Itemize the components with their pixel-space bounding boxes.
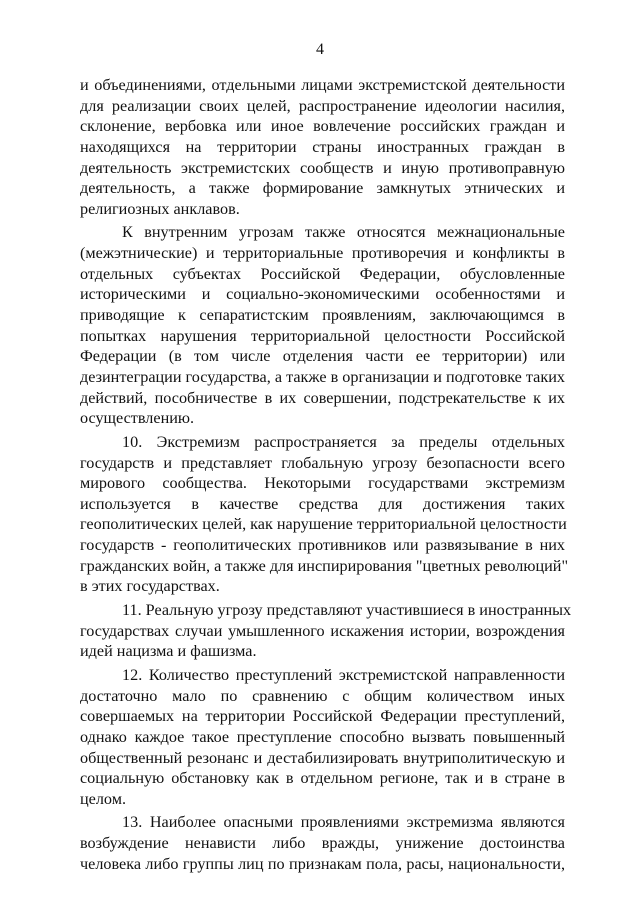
text-line: гражданских войн, а также для инспирирования "цветных революций" [80,556,569,575]
text-line: деятельность, а также формирование замкнутых этнических и [80,179,565,198]
text-line: находящихся на территории страны иностранных граждан в [80,137,565,156]
document-body [80,75,572,877]
text-line: общественный резонанс и дестабилизировать внутриполитическую и [80,748,565,767]
text-line: 10. Экстремизм распространяется за пределы отдельных [122,432,565,451]
text-line: используется в качестве средства для достижения таких [80,494,565,513]
text-line: деятельность экстремистских сообществ и иную противоправную [80,158,565,177]
text-line: целом. [80,789,127,808]
text-line: 12. Количество преступлений экстремистской направленности [122,665,565,684]
paragraph [80,665,565,809]
text-line: (межэтнические) и территориальные противоречия и конфликты в [80,244,565,263]
text-line: 13. Наиболее опасными проявлениями экстремизма являются [122,813,565,832]
paragraph [80,222,565,428]
text-line: возбуждение ненависти либо вражды, унижение достоинства [80,834,565,853]
text-line: достаточно мало по сравнению с общим количеством иных [80,686,565,705]
page-number: 4 [316,41,324,58]
text-line: приводящие к сепаратистским проявлениям, заключающимся в [80,306,565,325]
text-line: склонение, вербовка или иное вовлечение российских граждан и [80,117,565,136]
text-line: совершаемых на территории Российской Федерации преступлений, [80,707,565,726]
text-line: для реализации своих целей, распространение идеологии насилия, [80,96,565,115]
paragraph [80,600,572,662]
text-line: идей нацизма и фашизма. [80,642,257,661]
text-line: К внутренним угрозам также относятся межнациональные [122,223,565,242]
text-line: 11. Реальную угрозу представляют участившиеся в иностранных [122,601,572,620]
paragraph [80,812,565,874]
text-line: государств и представляет глобальную угрозу безопасности всего [80,453,565,472]
text-line: и объединениями, отдельными лицами экстремистской деятельности [80,76,565,94]
text-line: мирового сообщества. Некоторыми государствами экстремизм [80,474,565,493]
text-line: дезинтеграции государства, а также в организации и подготовке таких [80,367,565,386]
text-line: осуществлению. [80,409,195,428]
text-line: в этих государствах. [80,577,220,596]
text-line: геополитических целей, как нарушение территориальной целостности [80,515,567,534]
text-line: попытках нарушения территориальной целостности Российской [80,326,565,345]
text-line: человека либо группы лиц по признакам пола, расы, национальности, [80,854,565,873]
text-line: социальную обстановку как в отдельном регионе, так и в стране в [80,769,565,788]
text-line: однако каждое такое преступление способно вызвать повышенный [80,727,565,746]
text-line: религиозных анклавов. [80,199,240,218]
paragraph [80,75,565,219]
text-line: историческими и социально-экономическими особенностями и [80,285,565,304]
text-line: действий, пособничестве в их совершении, подстрекательстве к их [80,388,565,407]
paragraph [80,432,569,597]
text-line: государств - геополитических противников или развязывание в них [80,536,565,555]
text-line: отдельных субъектах Российской Федерации, обусловленные [80,264,565,283]
text-line: государствах случаи умышленного искажения истории, возрождения [80,621,565,640]
text-line: Федерации (в том числе отделения части ее территории) или [80,347,565,366]
